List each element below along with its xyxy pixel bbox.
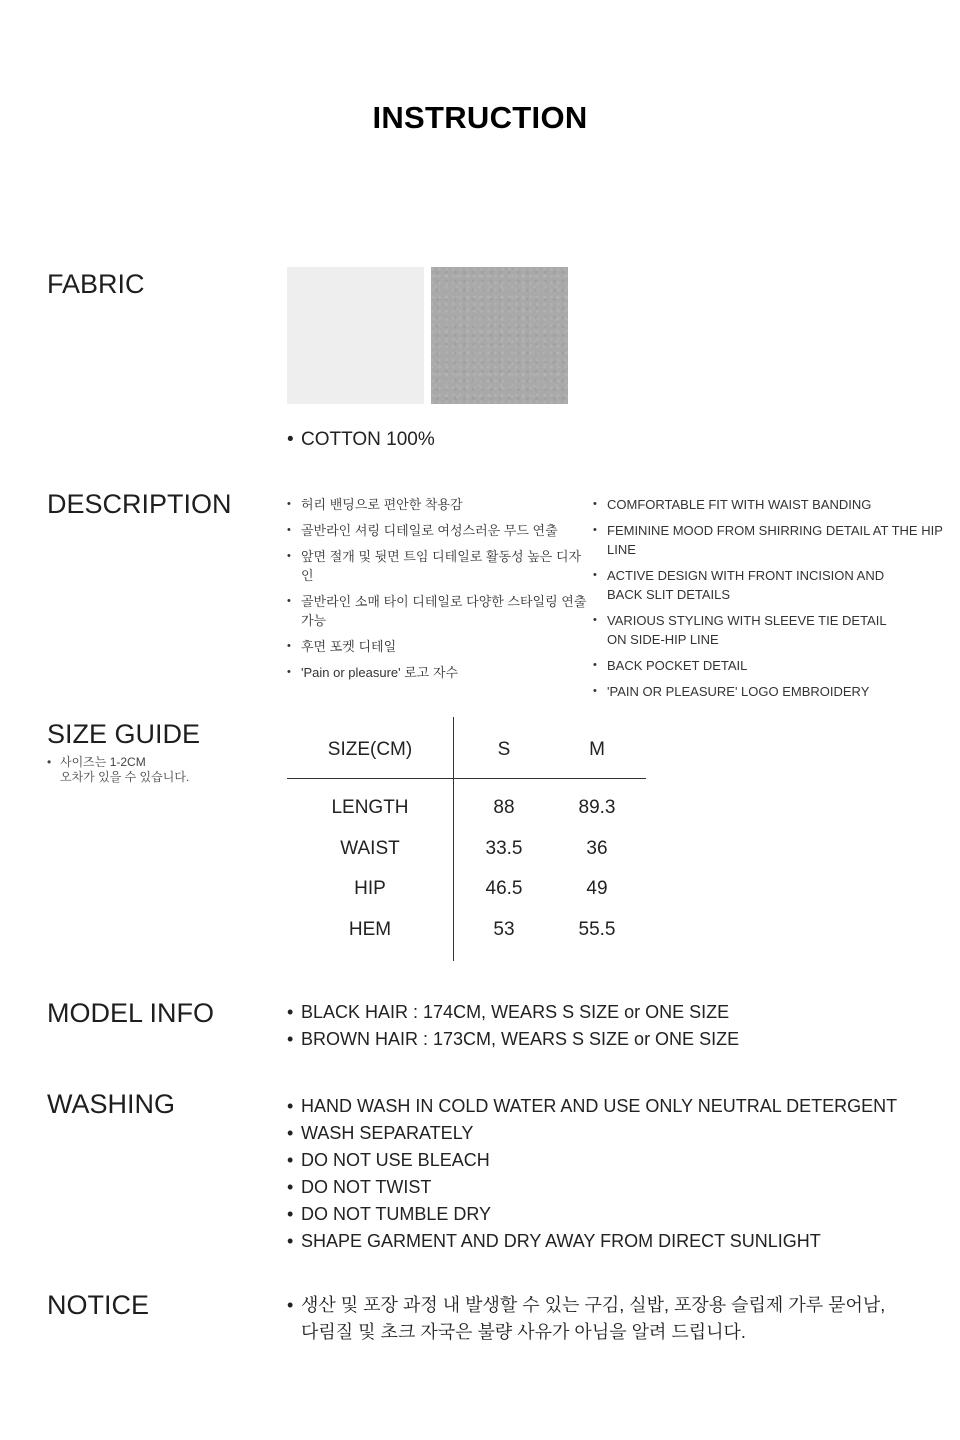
table-cell-s: 88 — [493, 797, 515, 818]
washing-list — [287, 1093, 927, 1255]
notice-heading: NOTICE — [47, 1290, 150, 1320]
page-title: INSTRUCTION — [372, 100, 588, 135]
list-item: • 후면 포켓 디테일 — [287, 637, 587, 656]
description-heading: DESCRIPTION — [47, 489, 232, 519]
list-item: • 'PAIN OR PLEASURE' LOGO EMBROIDERY — [593, 682, 953, 701]
list-item: • ACTIVE DESIGN WITH FRONT INCISION AND BACK SLIT DETAILS — [593, 566, 953, 604]
list-item: • FEMININE MOOD FROM SHIRRING DETAIL AT THE HIP LINE — [593, 521, 953, 559]
list-item: • DO NOT TUMBLE DRY — [287, 1201, 927, 1228]
size-note — [47, 755, 247, 785]
list-item: • 허리 밴딩으로 편안한 착용감 — [287, 495, 587, 514]
table-row-label: HIP — [354, 878, 386, 899]
size-guide-heading: SIZE GUIDE — [47, 719, 201, 749]
table-cell-m: 49 — [586, 878, 608, 899]
list-item: • HAND WASH IN COLD WATER AND USE ONLY NEUTRAL DETERGENT — [287, 1093, 927, 1120]
fabric-swatch-gray — [431, 267, 568, 404]
table-row-label: LENGTH — [331, 797, 409, 818]
list-item: • VARIOUS STYLING WITH SLEEVE TIE DETAIL ON SIDE-HIP LINE — [593, 611, 953, 649]
list-item: • BACK POCKET DETAIL — [593, 656, 953, 675]
fabric-swatch-white — [287, 267, 424, 404]
table-row-label: HEM — [348, 919, 392, 940]
list-item: • 골반라인 셔링 디테일로 여성스러운 무드 연출 — [287, 521, 587, 540]
description-english-list — [593, 495, 953, 708]
description-korean-list — [287, 495, 587, 689]
table-cell-s: 33.5 — [485, 838, 523, 859]
list-item: • COMFORTABLE FIT WITH WAIST BANDING — [593, 495, 953, 514]
size-note-line1: • 사이즈는 1-2CM — [47, 755, 247, 770]
table-cell-m: 55.5 — [578, 919, 616, 940]
notice-list — [287, 1292, 907, 1346]
table-cell-s: 46.5 — [485, 878, 523, 899]
list-item: • BROWN HAIR : 173CM, WEARS S SIZE or ONE SIZE — [287, 1026, 927, 1053]
list-item: • BLACK HAIR : 174CM, WEARS S SIZE or ONE SIZE — [287, 999, 927, 1026]
list-item: • DO NOT TWIST — [287, 1174, 927, 1201]
fabric-composition: • COTTON 100% — [287, 429, 960, 451]
table-row-label: WAIST — [340, 838, 400, 859]
table-cell-s: 53 — [493, 919, 515, 940]
washing-heading: WASHING — [47, 1089, 175, 1119]
list-item: • DO NOT USE BLEACH — [287, 1147, 927, 1174]
table-header-s: S — [497, 739, 511, 760]
notice-text: • 생산 및 포장 과정 내 발생할 수 있는 구김, 실밥, 포장용 슬립제 가루 묻어남, 다림질 및 초크 자국은 불량 사유가 아님을 알려 드립니다. — [287, 1292, 907, 1346]
list-item: • WASH SEPARATELY — [287, 1120, 927, 1147]
model-info-heading: MODEL INFO — [47, 998, 215, 1028]
list-item: • 앞면 절개 및 뒷면 트임 디테일로 활동성 높은 디자인 — [287, 547, 587, 585]
table-cell-m: 36 — [586, 838, 608, 859]
list-item: • 'Pain or pleasure' 로고 자수 — [287, 663, 587, 682]
table-header-m: M — [589, 739, 605, 760]
table-header-size: SIZE(CM) — [327, 739, 413, 760]
list-item: • 골반라인 소매 타이 디테일로 다양한 스타일링 연출 가능 — [287, 592, 587, 630]
list-item: • SHAPE GARMENT AND DRY AWAY FROM DIRECT SUNLIGHT — [287, 1228, 927, 1255]
table-divider-horizontal — [287, 778, 646, 779]
model-info-list — [287, 999, 927, 1053]
size-note-line2: 오차가 있을 수 있습니다. — [60, 770, 190, 784]
table-divider-vertical — [453, 717, 454, 961]
table-cell-m: 89.3 — [578, 797, 616, 818]
fabric-heading: FABRIC — [47, 269, 145, 299]
